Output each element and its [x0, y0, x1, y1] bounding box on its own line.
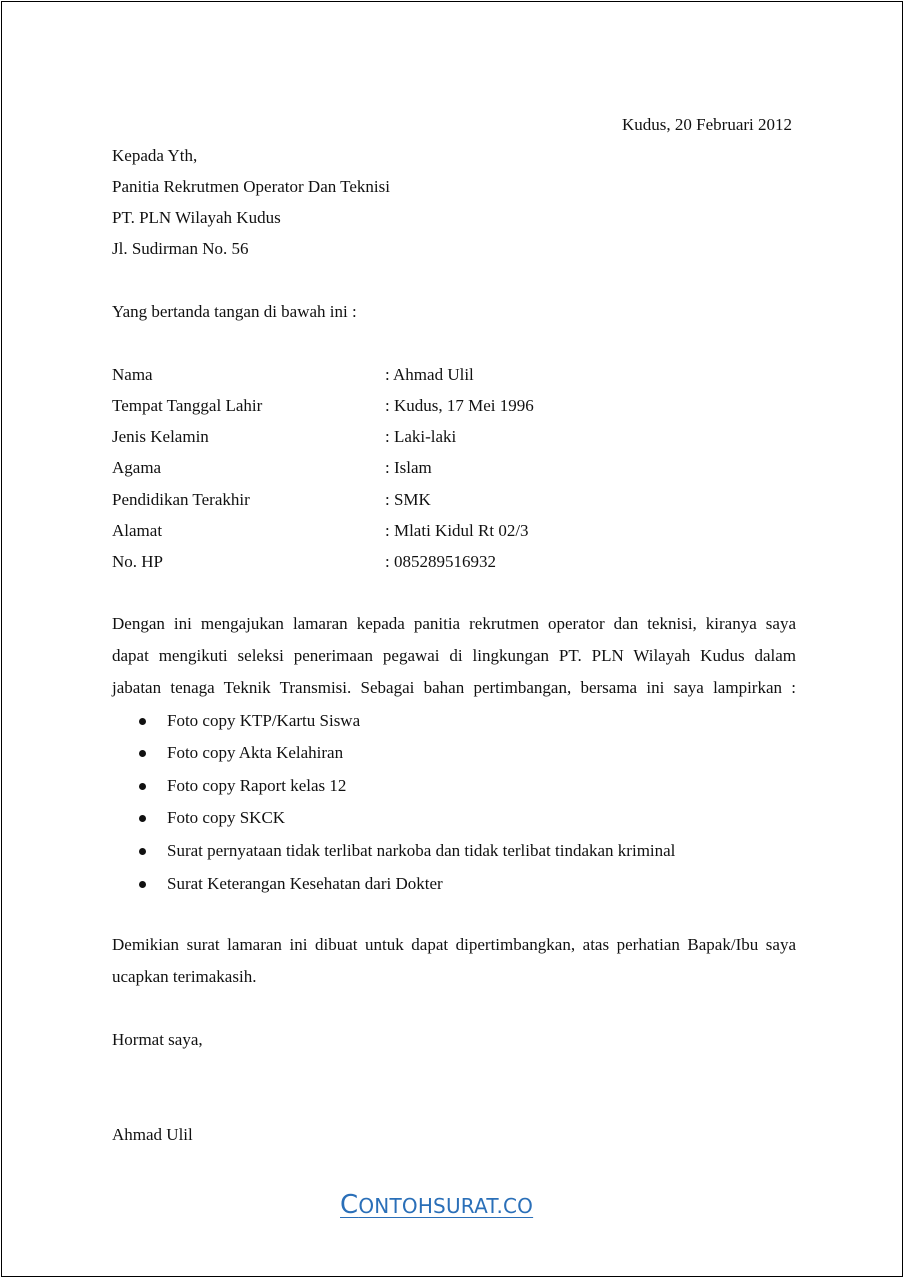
field-value-nama: : Ahmad Ulil	[385, 365, 474, 384]
bullet-icon	[139, 848, 146, 855]
attachment-item-2: Foto copy Akta Kelahiran	[167, 743, 344, 762]
body-paragraph	[112, 608, 796, 704]
letter-page	[1, 1, 903, 1277]
watermark-logo[interactable]	[340, 1188, 533, 1223]
body-line-3: jabatan tenaga Teknik Transmisi. Sebagai bahan pertimbangan, bersama ini saya lampirkan :	[112, 678, 796, 697]
field-label-ttl: Tempat Tanggal Lahir	[112, 396, 263, 415]
body-line-1: Dengan ini mengajukan lamaran kepada panitia rekrutmen operator dan teknisi, kiranya saya	[112, 614, 796, 633]
intro-text: Yang bertanda tangan di bawah ini :	[112, 302, 357, 321]
attachment-item-3: Foto copy Raport kelas 12	[167, 776, 347, 795]
attachment-item-1: Foto copy KTP/Kartu Siswa	[167, 711, 361, 730]
recipient-line-2: Panitia Rekrutmen Operator Dan Teknisi	[112, 177, 390, 196]
bullet-icon	[139, 783, 146, 790]
brand-tld: .CO	[496, 1194, 534, 1218]
attachment-item-6: Surat Keterangan Kesehatan dari Dokter	[167, 874, 443, 893]
body-line-2: dapat mengikuti seleksi penerimaan pegawai di lingkungan PT. PLN Wilayah Kudus dalam	[112, 646, 796, 665]
field-label-address: Alamat	[112, 521, 163, 540]
bullet-icon	[139, 718, 146, 725]
bullet-icon	[139, 750, 146, 757]
bullet-icon	[139, 815, 146, 822]
field-label-religion: Agama	[112, 458, 162, 477]
letter-date: Kudus, 20 Februari 2012	[622, 115, 792, 134]
brand-name: ONTOHSURAT	[358, 1194, 497, 1218]
attachment-item-4: Foto copy SKCK	[167, 808, 286, 827]
field-value-gender: : Laki-laki	[385, 427, 457, 446]
field-value-phone: : 085289516932	[385, 552, 496, 571]
field-value-ttl: : Kudus, 17 Mei 1996	[385, 396, 534, 415]
recipient-line-4: Jl. Sudirman No. 56	[112, 239, 249, 258]
field-label-phone: No. HP	[112, 552, 164, 571]
salutation: Hormat saya,	[112, 1030, 203, 1049]
closing-line-1: Demikian surat lamaran ini dibuat untuk dapat dipertimbangkan, atas perhatian Bapak/Ibu saya	[112, 935, 796, 954]
closing-line-2: ucapkan terimakasih.	[112, 967, 257, 986]
field-label-nama: Nama	[112, 365, 153, 384]
field-label-education: Pendidikan Terakhir	[112, 490, 250, 509]
closing-paragraph	[112, 929, 796, 993]
recipient-line-3: PT. PLN Wilayah Kudus	[112, 208, 281, 227]
bullet-icon	[139, 881, 146, 888]
signature-name: Ahmad Ulil	[112, 1125, 193, 1144]
brand-initial: C	[340, 1190, 359, 1220]
attachment-item-5: Surat pernyataan tidak terlibat narkoba dan tidak terlibat tindakan kriminal	[167, 841, 676, 860]
recipient-line-1: Kepada Yth,	[112, 146, 198, 165]
field-value-address: : Mlati Kidul Rt 02/3	[385, 521, 529, 540]
field-value-religion: : Islam	[385, 458, 432, 477]
field-label-gender: Jenis Kelamin	[112, 427, 209, 446]
field-value-education: : SMK	[385, 490, 431, 509]
